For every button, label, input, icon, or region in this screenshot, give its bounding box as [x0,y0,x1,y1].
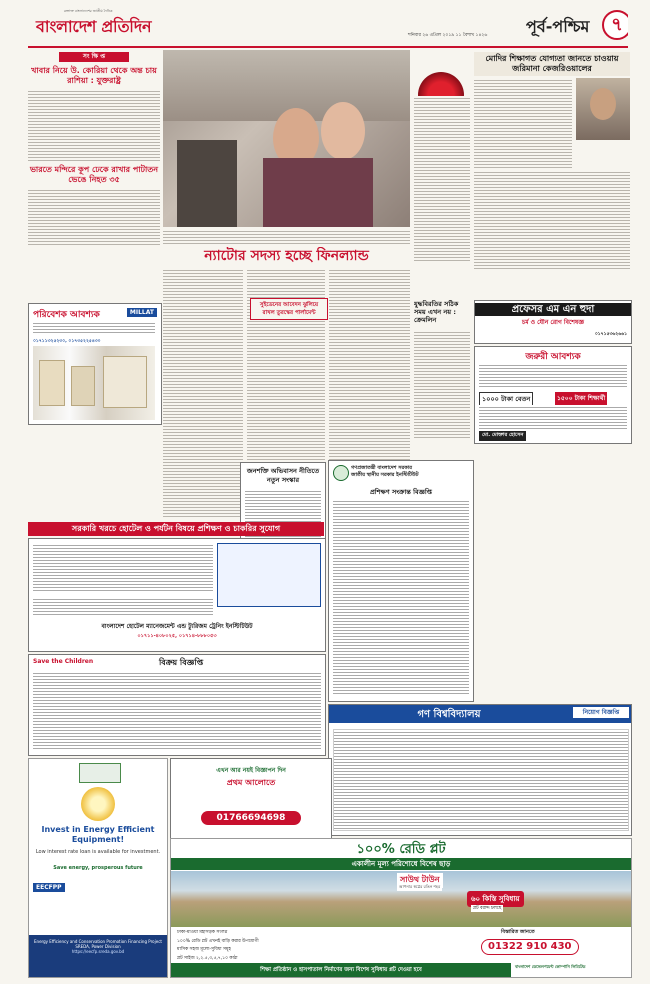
hotel-list [33,597,213,617]
plot-bullet-4: প্লট সাইজ ২,২.৫,৩,৫,৭,১০ কাঠা [177,955,238,961]
masthead [28,8,628,48]
ad-booking [170,758,332,850]
energy-line2: Save energy, prosperous future [53,865,143,871]
hotel-ad [28,538,326,652]
urgent-ad [474,346,632,444]
hotel-course-box [217,543,321,607]
kremlin-story-body [414,330,470,440]
company-name: বাংলাদেশ ডেভেলপমেন্ট কোম্পানি লিমিটেড [515,964,586,969]
millat-ad-title: পরিবেশক আবশ্যক [33,310,100,320]
plot-bullet-2: ১০০% রেডি প্লট এখনই বাড়ি করার উপযোগী [177,938,259,944]
briefs-column [28,50,160,245]
millat-ad [28,303,162,425]
ad-booking-line2: প্রথম আলোতে [226,778,276,787]
millat-brand: MILLAT [127,308,157,317]
university-title: গণ বিশ্ববিদ্যালয় [417,709,481,720]
training-body [333,499,469,695]
south-town-tagline: আপনার স্বপ্নের রঙিন শহর [399,884,441,889]
kejriwal-photo [576,78,630,140]
main-photo [163,50,410,227]
photo-caption [163,229,410,245]
training-notice-title: প্রশিক্ষণ সংক্রান্ত বিজ্ঞপ্তি [369,488,433,496]
energy-url[interactable]: https://eecfp.sreda.gov.bd [71,949,125,954]
brief2-headline: ভারতে মন্দিরে কূপ ঢেকে রাখার পাটাতন ভেঙে নিহত ৩৫ [29,165,159,184]
urgent-body [479,363,627,389]
plot-footer: শিক্ষা প্রতিষ্ঠান ও হাসপাতাল নির্মাণের জন্য বিশেষ সুবিধায় প্লট দেওয়া হবে [260,967,422,973]
training-org: জাতীয় স্থানীয় সরকার ইনস্টিটিউট [351,472,419,478]
modi-story-body [474,78,572,168]
page-section-label: পূর্ব-পশ্চিম [526,17,590,36]
doctor-name: প্রফেসর এম এন হুদা [475,303,631,316]
kremlin-story-headline: যুদ্ধবিরতির সঠিক সময় এখন নয় : ক্রেমলিন [414,300,459,324]
brief1-body [28,89,160,161]
urgent-pay1: ১০০০ টাকা বেতন [479,392,533,407]
migration-ad [240,462,326,550]
plot-bullets [177,929,407,963]
plot-bullet-3: মাসিক সহজ মূল্যে-সুবিধা সমূহ [177,947,231,952]
plot-ad [170,838,632,978]
energy-org: SREDA, Power Division [75,944,121,949]
dateline: শনিবার ২৬ এপ্রিল ২০১৯ ১১ বৈশাখ ১৪২৬ [408,33,488,38]
main-headline: ন্যাটোর সদস্য হচ্ছে ফিনল্যান্ড [204,248,369,264]
hotel-body-left [33,543,213,593]
section-label: সং ক্ষি প্ত [59,52,129,62]
millat-phones: ০১৭১১৩২৫২৩০, ০১৭৩৫২২৫৪৩০ [33,339,101,344]
contact-phone[interactable]: 01322 910 430 [481,939,579,955]
brief1-headline: খাবার নিয়ে উ. কোরিয়া থেকে অন্ত চায় রাশিয়া : যুক্তরাষ্ট্র [31,66,157,85]
energy-footer-text: Energy Efficiency and Conservation Promotion Financing Project [34,939,162,944]
millat-body [33,321,155,335]
tagline: রক্তাক্ত বাংলাদেশের জাতীয় দৈনিক [64,9,113,13]
circle-story-body [414,96,470,261]
migration-body [245,489,321,545]
banner-text: সরকারি খরচে হোটেল ও পর্যটন বিষয়ে প্রশিক্ষণ ও চাকরির সুযোগ [71,524,281,533]
modi-story-body-2 [474,170,630,270]
govt-seal-icon [333,465,349,481]
plot-bullet-1: ঢাকা-মাওয়া মহাসড়ক সংলগ্ন [177,930,228,935]
contact-label: বিস্তারিত জানতে [501,929,535,935]
university-ad [328,704,632,836]
sale-notice [28,654,326,756]
page-number: ৭ [602,10,628,40]
hotel-banner [28,522,324,536]
newspaper-logo: বাংলাদেশ প্রতিদিন [36,17,152,36]
sale-body [33,671,321,751]
doctor-phone: ০১৭১৫৩৬২৬৬১ [594,332,627,337]
brief2-body [28,188,160,245]
training-notice [328,460,474,702]
sale-title: বিক্রয় বিজ্ঞপ্তি [159,658,204,667]
sreda-logo [79,763,121,783]
plot-subhead-text: একালীন মূল্য পরিশোধে বিশেষ ছাড় [351,860,451,868]
modi-story-headline: মোদির শিক্ষাগত যোগ্যতা জানতে চাওয়ায় জরিমানা কেজরিওয়ালের [474,52,630,76]
hotel-institute: বাংলাদেশ হোটেল ম্যানেজমেন্ট এন্ড ট্যুরিজম ট্রেনিং ইনস্টিটিউট [101,623,253,630]
save-children-logo: Save the Children [33,658,94,665]
university-tag: নিয়োগ বিজ্ঞপ্তি [573,707,629,718]
offer-sub: প্লট বরাদ্দ চলছে [473,906,502,911]
ad-booking-phone: 01766694698 [201,811,301,825]
bulb-icon [81,787,115,821]
ad-booking-line1: এখন আর নয়ই বিজ্ঞাপন দিন [216,767,286,774]
energy-line1: Low interest rate loan is available for investment. [35,849,161,855]
energy-headline: Invest in Energy Efficient Equipment! [41,825,155,844]
eecfpp-logo: EECFPP [33,883,65,892]
south-town-logo: সাউথ টাউন [397,873,443,888]
training-title: গণপ্রজাতন্ত্রী বাংলাদেশ সরকার [351,465,412,471]
hotel-phones: ০১৭১১-৪০৮০২৫, ০১৭১৪-৮৮৮০৫৩ [137,633,217,639]
energy-footer [29,935,167,977]
doctor-specialty: চর্ম ও যৌন রোগ বিশেষজ্ঞ [521,319,584,326]
migration-title: জনশক্তি অভিবাসন নীতিতে নতুন সংস্কার [246,467,320,484]
urgent-title: জরুরী আবশ্যক [525,352,581,362]
main-story-body-left [163,268,243,518]
installment-offer: ৬০ কিস্তি সুবিধায় [467,891,524,907]
product-image [33,346,155,420]
doctor-ad [474,300,632,344]
plot-footer-bar [171,963,511,977]
main-subhead: সুইডেনের আবেদন ঝুলিয়ে রাখল তুরস্কের পার্লামেন্ট [250,298,328,320]
energy-ad [28,758,168,978]
university-table [333,729,629,831]
plot-subhead [171,858,631,870]
urgent-pay2: ১৫০০ টাকা শিক্ষার্থী [555,392,607,405]
urgent-body2 [479,405,627,429]
urgent-contact: মো. মোক্তার হোসেন [479,431,526,441]
plot-headline: ১০০% রেডি প্লট [356,842,446,857]
